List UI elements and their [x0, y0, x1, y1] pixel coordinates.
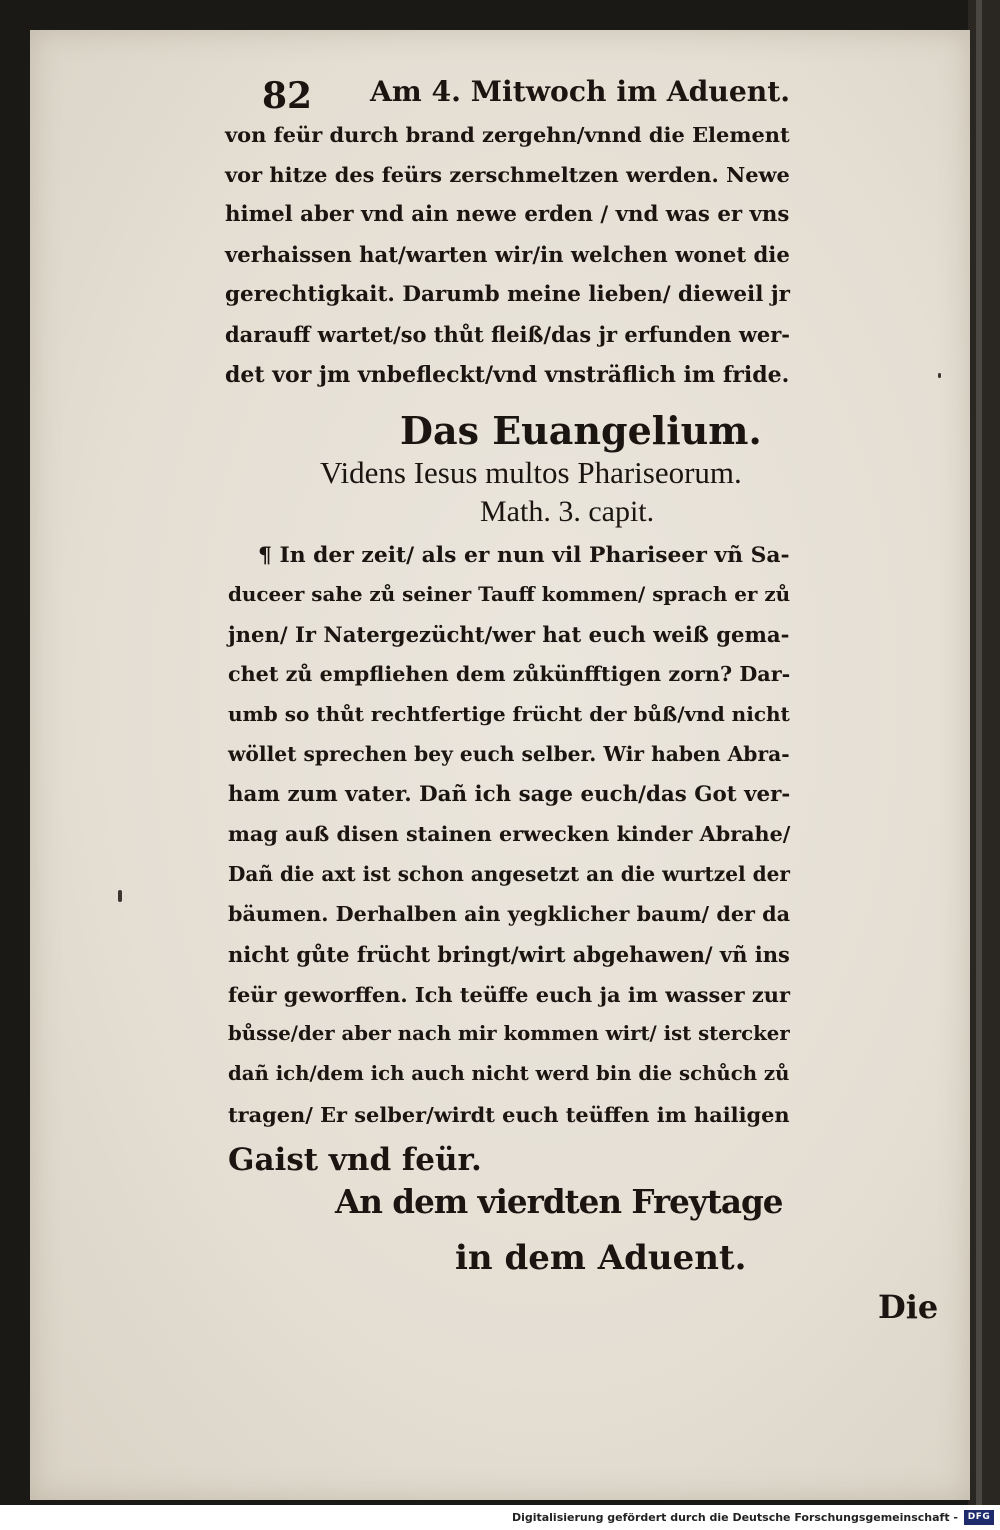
gospel-line: umb so thůt rechtfertige frücht der bůß/vnd nicht	[228, 702, 790, 726]
gospel-line: chet zů empfliehen dem zůkünfftigen zorn? Dar-	[228, 662, 791, 686]
epistle-line: von feür durch brand zergehn/vnnd die Element	[225, 122, 790, 147]
gospel-line: wöllet sprechen bey euch selber. Wir haben Abra-	[228, 742, 790, 766]
catchword: Die	[878, 1288, 939, 1326]
gospel-title: Das Euangelium.	[400, 408, 762, 453]
dfg-logo: DFG	[964, 1510, 994, 1525]
epistle-line: vor hitze des feürs zerschmeltzen werden. Newe	[225, 162, 790, 187]
epistle-line: himel aber vnd ain newe erden / vnd was er vns	[225, 202, 790, 227]
book-page	[30, 30, 970, 1500]
gospel-line: nicht gůte frücht bringt/wirt abgehawen/ vñ ins	[228, 942, 790, 967]
gospel-line: dañ ich/dem ich auch nicht werd bin die schůch zů	[228, 1062, 790, 1085]
epistle-line: gerechtigkait. Darumb meine lieben/ dieweil jr	[225, 282, 790, 307]
next-section-title: An dem vierdten Freytage	[335, 1182, 783, 1221]
gospel-line: ¶ In der zeit/ als er nun vil Phariseer vñ Sa-	[258, 542, 790, 568]
gospel-line: tragen/ Er selber/wirdt euch teüffen im hailigen	[228, 1102, 790, 1127]
epistle-line: darauff wartet/so thůt fleiß/das jr erfunden wer-	[225, 322, 790, 347]
epistle-line: verhaissen hat/warten wir/in welchen wonet die	[225, 242, 790, 267]
epistle-line: det vor jm vnbefleckt/vnd vnsträflich im fride.	[225, 362, 790, 388]
gospel-line: feür geworffen. Ich teüffe euch ja im wasser zur	[228, 982, 790, 1007]
next-section-subtitle: in dem Aduent.	[455, 1238, 747, 1278]
gospel-line: ham zum vater. Dañ ich sage euch/das Got ver-	[228, 782, 791, 807]
digitization-credit: Digitalisierung gefördert durch die Deutsche Forschungsgemeinschaft -	[511, 1511, 958, 1524]
gospel-line: duceer sahe zů seiner Tauff kommen/ sprach er zů	[228, 582, 791, 606]
gospel-line: Gaist vnd feür.	[228, 1142, 482, 1178]
paper-speck	[938, 373, 941, 378]
gospel-reference: Math. 3. capit.	[480, 495, 655, 528]
footer-bar	[0, 1505, 1000, 1530]
gospel-line: bäumen. Derhalben ain yegklicher baum/ der da	[228, 902, 791, 926]
gospel-line: bůsse/der aber nach mir kommen wirt/ ist stercker	[228, 1022, 790, 1045]
paper-speck	[118, 890, 122, 902]
gospel-line: mag auß disen stainen erwecken kinder Abrahe/	[228, 822, 791, 846]
gospel-line: Dañ die axt ist schon angesetzt an die wurtzel der	[228, 862, 790, 886]
gospel-line: jnen/ Ir Natergezücht/wer hat euch weiß gema-	[228, 622, 790, 647]
book-spine-edge	[968, 0, 1000, 1505]
running-head: Am 4. Mitwoch im Aduent.	[370, 75, 791, 108]
page-number: 82	[262, 75, 313, 117]
gospel-latin-incipit: Videns Iesus multos Phariseorum.	[320, 455, 742, 490]
